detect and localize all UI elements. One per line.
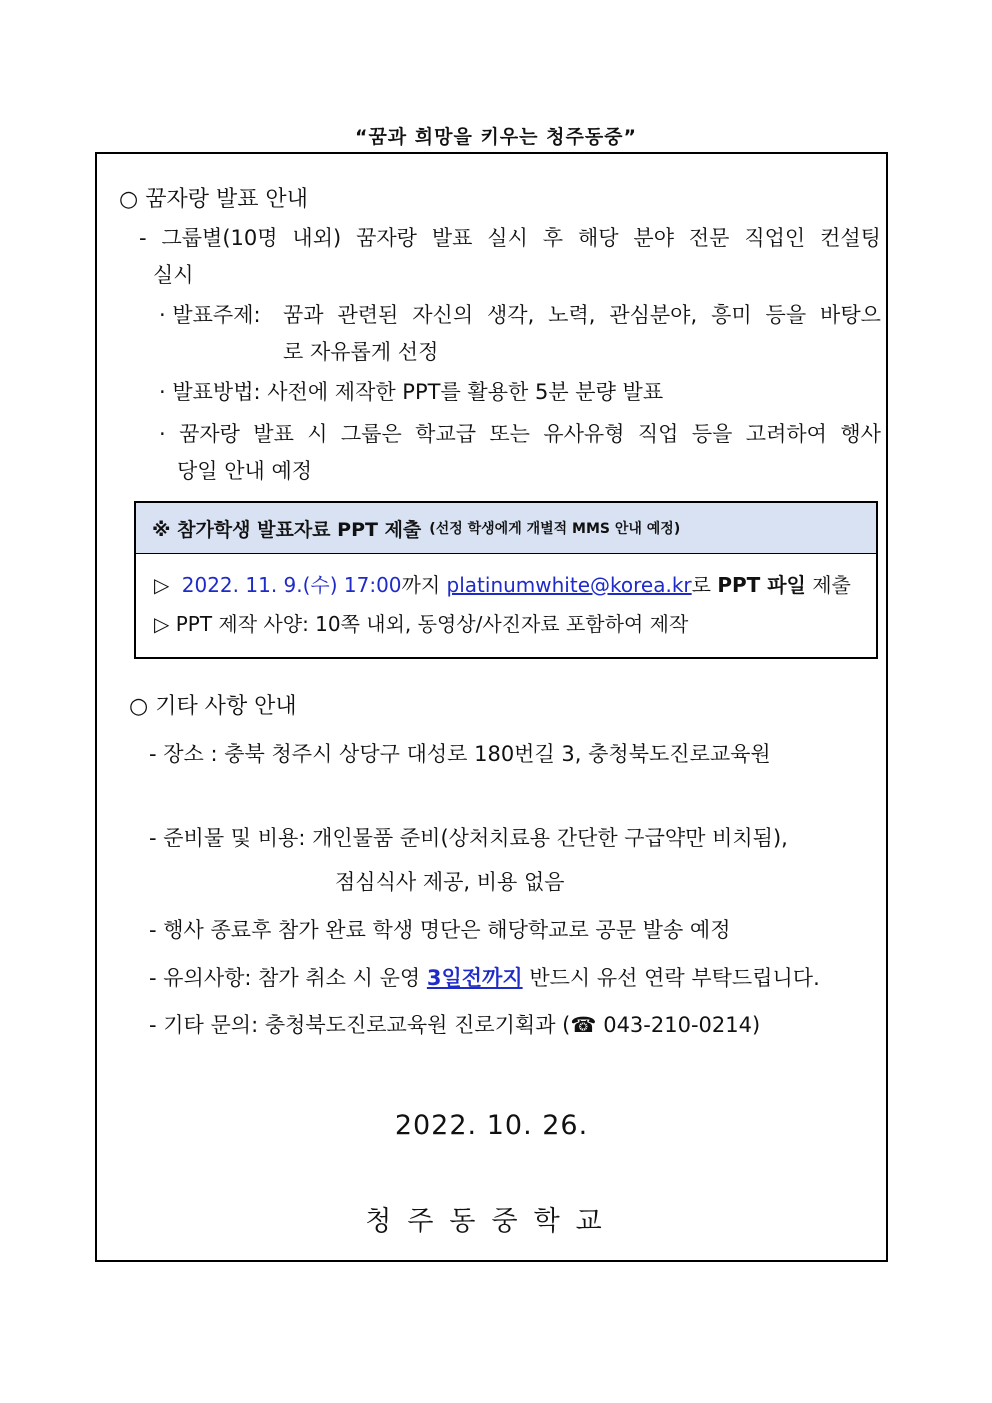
word: 유사유형 <box>543 422 625 446</box>
word: 분야 <box>633 226 674 250</box>
contact-line: - 기타 문의: 충청북도진로교육원 진로기획과 (☎ 043-210-0214) <box>149 1013 761 1037</box>
word: 꿈자랑 <box>179 422 240 446</box>
word: 직업 <box>637 422 679 446</box>
word: 자신의 <box>412 303 474 327</box>
group-rule-line <box>159 419 881 449</box>
ppt-notice-title: ※ 참가학생 발표자료 PPT 제출 <box>152 518 422 541</box>
after-event-line: - 행사 종료후 참가 완료 학생 명단은 해당학교로 공문 발송 예정 <box>149 918 731 942</box>
word: 직업인 <box>744 226 806 250</box>
topic-label: · 발표주제: <box>159 303 261 327</box>
word: 등을 <box>765 303 807 327</box>
word: 전문 <box>688 226 730 250</box>
word: 행사 <box>840 422 881 446</box>
word: 후 <box>542 226 564 250</box>
ppt-deadline-date: 2022. 11. 9.(수) 17:00 <box>181 573 402 597</box>
document-title: “꿈과 희망을 키우는 청주동중” <box>354 126 638 148</box>
group-presentation-line-cont: 실시 <box>153 263 194 287</box>
word: · <box>159 422 166 446</box>
word: 바탕으 <box>820 303 881 327</box>
word: - <box>139 226 147 250</box>
word: 그룹은 <box>340 422 402 446</box>
word: 해당 <box>577 226 619 250</box>
ppt-deadline-line <box>154 570 851 600</box>
caution-suffix: 반드시 유선 연락 부탁드립니다. <box>529 966 820 990</box>
content-frame <box>95 152 888 1262</box>
word: 등을 <box>691 422 733 446</box>
word: 노력, <box>548 303 596 327</box>
school-name: 청주동중학교 <box>365 1206 618 1237</box>
word: 시 <box>307 422 328 446</box>
caution-highlight: 3일전까지 <box>426 966 523 990</box>
word: 또는 <box>489 422 530 446</box>
ppt-deadline-to: 로 <box>691 573 711 597</box>
caution-prefix: - 유의사항: 참가 취소 시 운영 <box>149 966 421 990</box>
word: 고려하여 <box>745 422 827 446</box>
word: 그룹별(10명 <box>161 226 278 250</box>
section-heading-presentation: ○ 꿈자랑 발표 안내 <box>119 187 308 212</box>
word: 흥미 <box>711 303 752 327</box>
ppt-notice-heading <box>136 503 876 554</box>
ppt-submit-email-link[interactable]: platinumwhite@korea.kr <box>446 573 692 597</box>
word: 컨설팅 <box>820 226 881 250</box>
word: 생각, <box>487 303 535 327</box>
ppt-file-label: PPT 파일 <box>717 573 806 597</box>
prep-line-cont: 점심식사 제공, 비용 없음 <box>335 870 565 894</box>
section-heading-other: ○ 기타 사항 안내 <box>129 694 297 719</box>
place-line: - 장소 : 충북 청주시 상당구 대성로 180번길 3, 충청북도진로교육원 <box>149 742 771 766</box>
word: 발표 <box>253 422 294 446</box>
topic-line <box>283 300 881 330</box>
word: 학교급 <box>415 422 477 446</box>
group-rule-line-cont: 당일 안내 예정 <box>177 459 313 483</box>
ppt-spec-line: ▷ PPT 제작 사양: 10쪽 내외, 동영상/사진자료 포함하여 제작 <box>154 612 689 636</box>
prep-line: - 준비물 및 비용: 개인물품 준비(상처치료용 간단한 구급약만 비치됨), <box>149 826 788 850</box>
word: 관련된 <box>337 303 399 327</box>
ppt-submit-label: 제출 <box>812 573 851 597</box>
word: 꿈과 <box>283 303 324 327</box>
word: 꿈자랑 <box>356 226 417 250</box>
topic-line-cont: 로 자유롭게 선정 <box>283 340 439 364</box>
method-line: · 발표방법: 사전에 제작한 PPT를 활용한 5분 분량 발표 <box>159 380 664 404</box>
group-presentation-line <box>139 223 881 253</box>
ppt-notice-note: (선정 학생에게 개별적 MMS 안내 예정) <box>429 521 681 537</box>
word: 관심분야, <box>609 303 698 327</box>
caution-line <box>149 963 820 993</box>
word: 발표 <box>431 226 473 250</box>
word: 실시 <box>487 226 528 250</box>
word: 내외) <box>292 226 342 250</box>
ppt-deadline-until: 까지 <box>401 573 441 597</box>
ppt-deadline-marker: ▷ <box>154 573 170 597</box>
ppt-notice-box <box>134 501 878 659</box>
document-date: 2022. 10. 26. <box>394 1110 589 1141</box>
